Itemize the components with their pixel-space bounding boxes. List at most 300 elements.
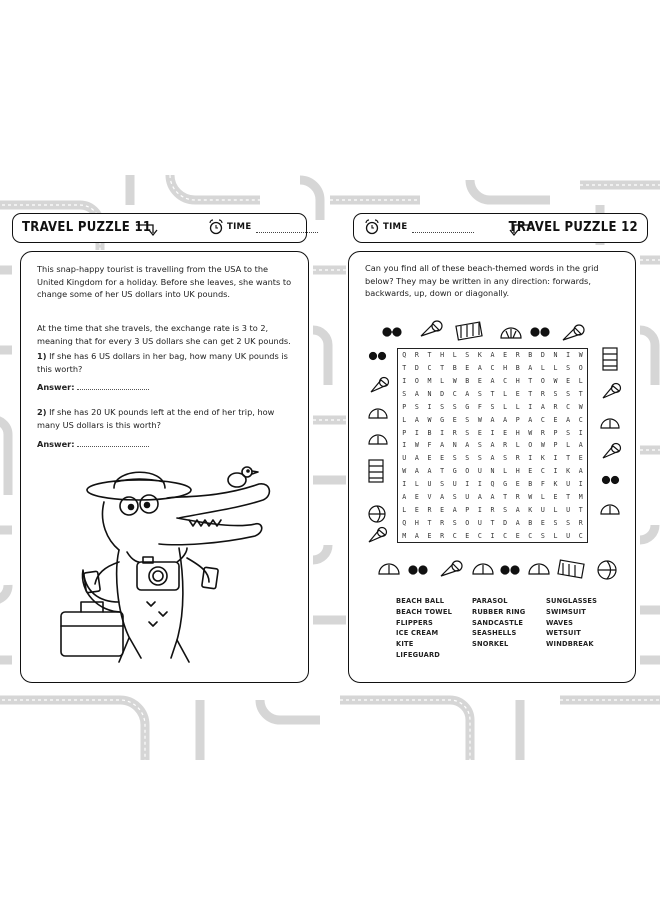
grid-cell[interactable]: A — [440, 441, 445, 450]
grid-cell[interactable]: I — [578, 428, 583, 437]
grid-cell[interactable]: S — [566, 390, 571, 399]
grid-cell[interactable]: S — [465, 415, 470, 424]
grid-cell[interactable]: A — [440, 492, 445, 501]
word-list-item: ICE CREAM — [396, 628, 439, 638]
grid-cell[interactable]: C — [490, 364, 495, 373]
grid-cell[interactable]: O — [540, 377, 545, 386]
grid-cell[interactable]: K — [566, 467, 571, 476]
word-list-column-2 — [472, 596, 525, 650]
grid-cell[interactable]: A — [490, 492, 495, 501]
grid-cell[interactable]: A — [578, 441, 583, 450]
alarm-clock-icon — [208, 219, 224, 235]
word-list-item: SANDCASTLE — [472, 617, 524, 627]
grid-cell[interactable]: S — [452, 492, 457, 501]
grid-cell[interactable]: H — [515, 428, 520, 437]
grid-cell[interactable]: S — [553, 518, 558, 527]
grid-cell[interactable]: I — [490, 531, 495, 540]
grid-cell[interactable]: L — [515, 441, 520, 450]
grid-cell[interactable]: T — [578, 505, 583, 514]
grid-cell[interactable]: B — [528, 480, 533, 489]
word-list-item: BEACH BALL — [396, 596, 445, 605]
grid-cell[interactable]: R — [515, 454, 520, 463]
grid-cell[interactable]: R — [578, 518, 583, 527]
towel-icon — [558, 560, 584, 578]
grid-cell[interactable]: W — [427, 415, 432, 424]
grid-cell[interactable]: R — [540, 390, 545, 399]
grid-cell[interactable]: S — [503, 454, 508, 463]
grid-cell[interactable]: H — [515, 377, 520, 386]
question-text: If she has 6 US dollars in her bag, how many UK pounds is this worth? — [37, 351, 288, 374]
grid-cell[interactable]: I — [414, 428, 419, 437]
grid-cell[interactable]: P — [465, 505, 470, 514]
seashell-icon — [529, 564, 549, 574]
grid-cell[interactable]: T — [578, 390, 583, 399]
grid-cell[interactable]: U — [427, 480, 432, 489]
grid-cell[interactable]: O — [414, 377, 419, 386]
grid-cell[interactable]: S — [566, 428, 571, 437]
grid-cell[interactable]: C — [477, 531, 482, 540]
grid-cell[interactable]: W — [477, 415, 482, 424]
seashell-icon — [601, 505, 619, 514]
grid-cell[interactable]: K — [528, 505, 533, 514]
sunglasses-icon — [531, 328, 549, 336]
grid-cell[interactable]: S — [566, 518, 571, 527]
time-field[interactable] — [364, 219, 474, 235]
grid-cell[interactable]: C — [528, 531, 533, 540]
grid-cell[interactable]: E — [440, 454, 445, 463]
word-list-item: PARASOL — [472, 596, 508, 605]
grid-cell[interactable]: I — [465, 480, 470, 489]
word-list-item: WAVES — [546, 617, 574, 627]
grid-cell[interactable]: E — [566, 377, 571, 386]
grid-cell[interactable]: N — [452, 441, 457, 450]
ice-cream-icon — [603, 384, 621, 399]
grid-cell[interactable]: Q — [490, 480, 495, 489]
time-label: TIME — [383, 222, 408, 232]
grid-cell[interactable]: I — [477, 505, 482, 514]
grid-cell[interactable]: T — [440, 364, 445, 373]
question-number: 2) — [37, 407, 47, 417]
grid-cell[interactable]: E — [515, 390, 520, 399]
grid-cell[interactable]: E — [452, 415, 457, 424]
sunglasses-icon — [383, 328, 401, 336]
grid-cell[interactable]: W — [578, 351, 583, 360]
question-number: 1) — [37, 351, 47, 361]
grid-cell[interactable]: F — [540, 480, 545, 489]
grid-cell[interactable]: R — [414, 351, 419, 360]
seashell-icon — [369, 435, 387, 444]
grid-cell[interactable]: I — [553, 454, 558, 463]
grid-cell[interactable]: U — [477, 518, 482, 527]
puzzle-title: TRAVEL PUZZLE 11 — [22, 220, 152, 235]
grid-cell[interactable]: R — [490, 505, 495, 514]
seashell-icon — [379, 564, 399, 574]
grid-cell[interactable]: T — [490, 518, 495, 527]
grid-cell[interactable]: T — [440, 467, 445, 476]
grid-cell[interactable]: P — [553, 441, 558, 450]
grid-cell[interactable]: L — [578, 377, 583, 386]
grid-cell[interactable]: U — [465, 492, 470, 501]
grid-cell[interactable]: I — [578, 480, 583, 489]
grid-cell[interactable]: T — [528, 390, 533, 399]
grid-cell[interactable]: N — [553, 351, 558, 360]
grid-cell[interactable]: C — [452, 390, 457, 399]
grid-cell[interactable]: L — [553, 364, 558, 373]
grid-cell[interactable]: A — [540, 402, 545, 411]
word-list-item: WINDBREAK — [546, 639, 594, 649]
grid-cell[interactable]: H — [503, 364, 508, 373]
grid-cell[interactable]: U — [566, 480, 571, 489]
grid-cell[interactable]: A — [452, 505, 457, 514]
grid-cell[interactable]: A — [402, 492, 407, 501]
grid-cell[interactable]: L — [540, 492, 545, 501]
grid-cell[interactable]: R — [452, 428, 457, 437]
grid-cell[interactable]: T — [427, 351, 432, 360]
grid-cell[interactable]: B — [465, 377, 470, 386]
exchange-rate-paragraph: At the time that she travels, the exchange rate is 3 to 2, meaning that for every 3 US dollars she can get 2 UK pounds. — [37, 323, 291, 346]
grid-cell[interactable]: E — [503, 428, 508, 437]
puzzle-11-panel — [20, 251, 309, 683]
grid-cell[interactable]: A — [515, 505, 520, 514]
grid-cell[interactable]: D — [540, 351, 545, 360]
grid-cell[interactable]: H — [440, 351, 445, 360]
grid-cell[interactable]: L — [553, 505, 558, 514]
grid-cell[interactable]: A — [528, 415, 533, 424]
grid-cell[interactable]: A — [490, 454, 495, 463]
grid-cell[interactable]: P — [402, 402, 407, 411]
grid-cell[interactable]: C — [540, 467, 545, 476]
grid-cell[interactable]: A — [490, 377, 495, 386]
grid-cell[interactable]: R — [440, 518, 445, 527]
arrow-icon — [135, 221, 161, 237]
grid-cell[interactable]: T — [490, 390, 495, 399]
grid-cell[interactable]: C — [503, 531, 508, 540]
grid-cell[interactable]: A — [503, 415, 508, 424]
grid-cell[interactable]: Q — [402, 518, 407, 527]
grid-cell[interactable]: R — [540, 428, 545, 437]
answer-label: Answer: — [37, 439, 75, 449]
grid-cell[interactable]: L — [566, 441, 571, 450]
grid-cell[interactable]: S — [452, 402, 457, 411]
grid-cell[interactable]: T — [566, 492, 571, 501]
puzzle-12-panel — [348, 251, 636, 683]
grid-cell[interactable]: G — [440, 415, 445, 424]
grid-cell[interactable]: S — [566, 364, 571, 373]
time-answer-line[interactable] — [256, 222, 318, 233]
grid-cell[interactable]: N — [427, 390, 432, 399]
answer-line[interactable] — [77, 438, 149, 447]
grid-cell[interactable]: A — [414, 415, 419, 424]
grid-cell[interactable]: D — [503, 518, 508, 527]
grid-cell[interactable]: U — [402, 454, 407, 463]
grid-cell[interactable]: E — [503, 351, 508, 360]
grid-cell[interactable]: R — [427, 505, 432, 514]
grid-cell[interactable]: T — [566, 454, 571, 463]
grid-cell[interactable]: S — [440, 480, 445, 489]
grid-cell[interactable]: L — [440, 377, 445, 386]
answer-1[interactable] — [37, 381, 149, 394]
grid-cell[interactable]: R — [515, 351, 520, 360]
answer-2[interactable] — [37, 438, 149, 451]
grid-cell[interactable]: K — [477, 351, 482, 360]
grid-cell[interactable]: E — [553, 492, 558, 501]
grid-cell[interactable]: A — [414, 467, 419, 476]
grid-cell[interactable]: G — [465, 402, 470, 411]
grid-cell[interactable]: W — [578, 402, 583, 411]
grid-cell[interactable]: L — [503, 467, 508, 476]
grid-cell[interactable]: W — [528, 492, 533, 501]
grid-cell[interactable]: A — [414, 390, 419, 399]
grid-cell[interactable]: E — [414, 492, 419, 501]
grid-cell[interactable]: O — [578, 364, 583, 373]
intro-paragraph: This snap-happy tourist is travelling from the USA to the United Kingdom for a holiday. Before she leaves, she wants to change some of her US dollars into UK pounds. — [37, 264, 292, 299]
ice-cream-icon — [603, 444, 621, 459]
grid-cell[interactable]: L — [553, 531, 558, 540]
grid-cell[interactable]: A — [465, 390, 470, 399]
grid-cell[interactable]: E — [578, 454, 583, 463]
seashell-icon — [601, 419, 619, 428]
grid-cell[interactable]: P — [515, 415, 520, 424]
sunglasses-icon — [603, 477, 619, 484]
grid-cell[interactable]: L — [402, 505, 407, 514]
seashell-icon — [473, 564, 493, 574]
grid-cell[interactable]: S — [477, 390, 482, 399]
answer-line[interactable] — [77, 381, 149, 390]
grid-cell[interactable]: R — [503, 441, 508, 450]
grid-cell[interactable]: S — [452, 518, 457, 527]
word-list-item: RUBBER RING — [472, 606, 526, 616]
ice-cream-icon — [563, 325, 584, 340]
grid-cell[interactable]: S — [452, 454, 457, 463]
word-list-item: LIFEGUARD — [396, 649, 441, 659]
grid-cell[interactable]: E — [427, 531, 432, 540]
ice-cream-icon — [421, 321, 442, 336]
grid-cell[interactable]: A — [515, 518, 520, 527]
grid-cell[interactable]: N — [490, 467, 495, 476]
ice-cream-icon — [441, 561, 462, 576]
grid-cell[interactable]: S — [465, 454, 470, 463]
crocodile-tourist-illustration — [59, 462, 274, 667]
grid-cell[interactable]: I — [402, 480, 407, 489]
grid-cell[interactable]: D — [414, 364, 419, 373]
grid-cell[interactable]: S — [477, 454, 482, 463]
sunglasses-icon — [501, 566, 519, 574]
grid-cell[interactable]: E — [440, 505, 445, 514]
grid-cell[interactable]: P — [553, 428, 558, 437]
grid-cell[interactable]: I — [440, 428, 445, 437]
grid-cell[interactable]: B — [452, 364, 457, 373]
grid-cell[interactable]: I — [402, 441, 407, 450]
grid-cell[interactable]: A — [490, 415, 495, 424]
grid-cell[interactable]: I — [490, 428, 495, 437]
towel-icon — [603, 348, 617, 370]
seashell-icon — [369, 409, 387, 418]
grid-cell[interactable]: I — [553, 467, 558, 476]
word-list-item: WETSUIT — [546, 628, 582, 638]
grid-cell[interactable]: E — [515, 531, 520, 540]
grid-cell[interactable]: L — [540, 364, 545, 373]
grid-cell[interactable]: E — [414, 505, 419, 514]
grid-cell[interactable]: C — [578, 531, 583, 540]
grid-cell[interactable]: H — [515, 467, 520, 476]
grid-cell[interactable]: W — [402, 467, 407, 476]
grid-cell[interactable]: U — [566, 531, 571, 540]
grid-cell[interactable]: O — [528, 441, 533, 450]
grid-cell[interactable]: S — [503, 505, 508, 514]
grid-cell[interactable]: S — [540, 531, 545, 540]
grid-cell[interactable]: S — [414, 402, 419, 411]
grid-cell[interactable]: T — [402, 364, 407, 373]
beach-ball-icon — [369, 506, 385, 522]
grid-cell[interactable]: E — [465, 531, 470, 540]
grid-cell[interactable]: I — [528, 402, 533, 411]
grid-cell[interactable]: W — [452, 377, 457, 386]
header-travel-puzzle-11 — [12, 213, 307, 243]
grid-cell[interactable]: L — [503, 390, 508, 399]
grid-cell[interactable]: U — [540, 505, 545, 514]
grid-cell[interactable]: S — [477, 441, 482, 450]
grid-cell[interactable]: U — [477, 467, 482, 476]
grid-cell[interactable]: S — [465, 428, 470, 437]
grid-cell[interactable]: O — [465, 467, 470, 476]
grid-cell[interactable]: S — [440, 402, 445, 411]
grid-cell[interactable]: K — [553, 480, 558, 489]
word-list-item: SWIMSUIT — [546, 606, 587, 616]
grid-cell[interactable]: C — [427, 364, 432, 373]
grid-cell[interactable]: D — [440, 390, 445, 399]
grid-cell[interactable]: I — [427, 402, 432, 411]
grid-cell[interactable]: S — [465, 351, 470, 360]
question-2 — [37, 406, 295, 431]
grid-cell[interactable]: R — [515, 492, 520, 501]
grid-cell[interactable]: G — [452, 467, 457, 476]
header-travel-puzzle-12 — [353, 213, 648, 243]
grid-cell[interactable]: R — [440, 531, 445, 540]
grid-cell[interactable]: K — [540, 454, 545, 463]
sunglasses-icon — [409, 566, 427, 574]
grid-cell[interactable]: W — [528, 428, 533, 437]
wordsearch-grid[interactable] — [397, 348, 588, 543]
grid-cell[interactable]: G — [503, 480, 508, 489]
ice-cream-icon — [369, 528, 387, 543]
grid-cell[interactable]: A — [566, 415, 571, 424]
grid-cell[interactable]: A — [477, 492, 482, 501]
question-text: If she has 20 UK pounds left at the end of her trip, how many US dollars is this worth? — [37, 407, 275, 430]
grid-cell[interactable]: B — [427, 428, 432, 437]
grid-cell[interactable]: P — [402, 428, 407, 437]
grid-cell[interactable]: L — [452, 351, 457, 360]
grid-cell[interactable]: E — [427, 454, 432, 463]
alarm-clock-icon — [364, 219, 380, 235]
grid-cell[interactable]: I — [477, 480, 482, 489]
ice-cream-icon — [371, 378, 389, 393]
grid-cell[interactable]: M — [578, 492, 583, 501]
grid-cell[interactable]: B — [528, 518, 533, 527]
grid-cell[interactable]: E — [528, 467, 533, 476]
grid-cell[interactable]: A — [414, 454, 419, 463]
towel-icon — [369, 460, 383, 482]
grid-cell[interactable]: C — [566, 402, 571, 411]
time-label: TIME — [227, 222, 252, 232]
grid-cell[interactable]: E — [540, 518, 545, 527]
wordsearch-instructions: Can you find all of these beach-themed words in the grid below? They may be written in any direction: forwards, backwards, up, down or diagonally. — [365, 263, 599, 298]
grid-cell[interactable]: A — [578, 467, 583, 476]
grid-cell[interactable]: R — [553, 402, 558, 411]
grid-cell[interactable]: M — [402, 531, 407, 540]
grid-cell[interactable]: A — [477, 364, 482, 373]
grid-cell[interactable]: W — [540, 441, 545, 450]
grid-cell[interactable]: L — [515, 402, 520, 411]
grid-cell[interactable]: T — [528, 377, 533, 386]
word-list-item: KITE — [396, 639, 414, 649]
grid-cell[interactable]: W — [414, 441, 419, 450]
grid-cell[interactable]: O — [465, 518, 470, 527]
grid-cell[interactable]: E — [477, 377, 482, 386]
grid-cell[interactable]: V — [427, 492, 432, 501]
grid-cell[interactable]: U — [452, 480, 457, 489]
grid-cell[interactable]: M — [427, 377, 432, 386]
grid-cell[interactable]: L — [503, 402, 508, 411]
time-answer-line[interactable] — [412, 222, 474, 233]
word-list-item: SEASHELLS — [472, 628, 517, 638]
grid-cell[interactable]: W — [553, 377, 558, 386]
seashell-icon — [501, 328, 521, 338]
grid-cell[interactable]: E — [465, 364, 470, 373]
grid-cell[interactable]: T — [503, 492, 508, 501]
grid-cell[interactable]: A — [528, 364, 533, 373]
grid-cell[interactable]: U — [566, 505, 571, 514]
sunglasses-icon — [370, 353, 386, 360]
grid-cell[interactable]: A — [490, 351, 495, 360]
grid-cell[interactable]: I — [566, 351, 571, 360]
word-list-column-1 — [396, 596, 452, 661]
grid-cell[interactable]: B — [515, 364, 520, 373]
grid-cell[interactable]: B — [528, 351, 533, 360]
grid-cell[interactable]: T — [427, 518, 432, 527]
grid-cell[interactable]: S — [402, 390, 407, 399]
grid-cell[interactable]: C — [540, 415, 545, 424]
grid-cell[interactable]: H — [414, 518, 419, 527]
grid-cell[interactable]: F — [477, 402, 482, 411]
grid-cell[interactable]: I — [402, 377, 407, 386]
answer-label: Answer: — [37, 382, 75, 392]
grid-cell[interactable]: F — [427, 441, 432, 450]
towel-icon — [456, 322, 482, 340]
grid-cell[interactable]: C — [503, 377, 508, 386]
grid-cell[interactable]: E — [477, 428, 482, 437]
word-list-item: BEACH TOWEL — [396, 606, 453, 616]
grid-cell[interactable]: S — [553, 390, 558, 399]
time-field[interactable] — [208, 219, 318, 235]
grid-cell[interactable]: E — [553, 415, 558, 424]
grid-cell[interactable]: A — [490, 441, 495, 450]
grid-cell[interactable]: Q — [402, 351, 407, 360]
grid-cell[interactable]: A — [465, 441, 470, 450]
puzzle-title: TRAVEL PUZZLE 12 — [508, 220, 638, 235]
grid-cell[interactable]: L — [414, 480, 419, 489]
grid-cell[interactable]: S — [490, 402, 495, 411]
grid-cell[interactable]: I — [528, 454, 533, 463]
grid-cell[interactable]: C — [452, 531, 457, 540]
grid-cell[interactable]: C — [578, 415, 583, 424]
grid-cell[interactable]: A — [427, 467, 432, 476]
grid-cell[interactable]: A — [414, 531, 419, 540]
grid-cell[interactable]: E — [515, 480, 520, 489]
question-1 — [37, 350, 295, 375]
word-list-item: SNORKEL — [472, 639, 509, 649]
word-list-item: SUNGLASSES — [546, 596, 598, 605]
grid-cell[interactable]: L — [402, 415, 407, 424]
